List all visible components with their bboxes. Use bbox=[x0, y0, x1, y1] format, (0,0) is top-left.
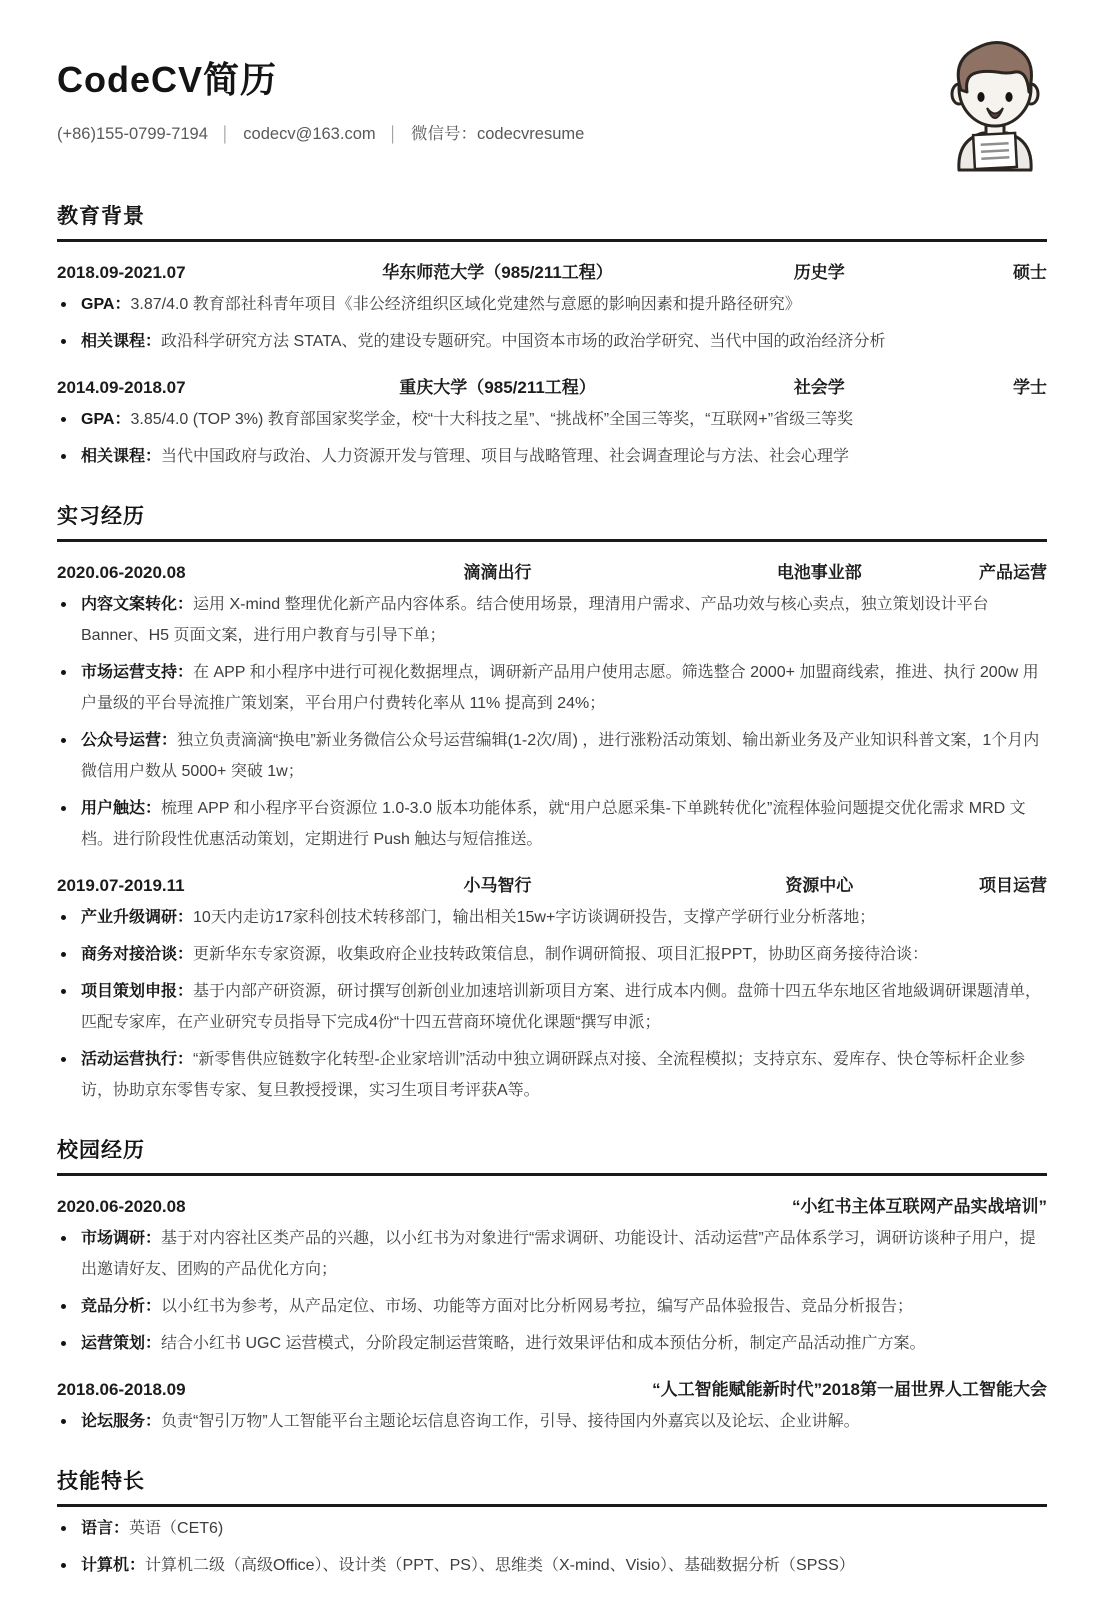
bullet-text: 3.85/4.0 (TOP 3%) 教育部国家奖学金，校“十大科技之星”、“挑战杯”全国三等奖，“互联网+”省级三等奖 bbox=[130, 411, 854, 428]
entry-company: 小马智行 bbox=[463, 876, 532, 895]
bullet-icon bbox=[61, 806, 66, 811]
bullet-item bbox=[57, 1328, 1047, 1359]
entry-role: 产品运营 bbox=[979, 563, 1047, 582]
bullet-item bbox=[57, 1044, 1047, 1106]
bullet-item bbox=[57, 441, 1047, 472]
bullet-label: 运营策划： bbox=[81, 1335, 162, 1352]
page-title: CodeCV简历 bbox=[57, 59, 278, 100]
bullet-text: 英语（CET6) bbox=[129, 1520, 224, 1537]
email-address: codecv@163.com bbox=[243, 125, 376, 143]
bullet-label: 相关课程： bbox=[81, 448, 162, 465]
bullet-text: 独立负责滴滴“换电”新业务微信公众号运营编辑(1-2次/周) ，进行涨粉活动策划、输出新业务及产业知识科普文案，1个月内微信用户数从 5000+ 突破 1w； bbox=[81, 732, 1040, 780]
bullet-label: 竞品分析： bbox=[81, 1298, 162, 1315]
bullet-item bbox=[57, 1513, 1047, 1544]
bullet-item bbox=[57, 793, 1047, 855]
entry-degree: 学士 bbox=[1013, 378, 1047, 397]
entry-company: 滴滴出行 bbox=[463, 563, 532, 582]
bullet-label: GPA： bbox=[81, 411, 131, 428]
education-entry-row bbox=[57, 373, 1047, 398]
bullet-item bbox=[57, 939, 1047, 970]
bullet-label: 公众号运营： bbox=[81, 732, 178, 749]
bullet-text: 运用 X-mind 整理优化新产品内容体系。结合使用场景，理清用户需求、产品功效与核心卖点，独立策划设计平台 Banner、H5 页面文案，进行用户教育与引导下单； bbox=[81, 596, 989, 644]
bullet-label: 语言： bbox=[81, 1520, 130, 1537]
entry-date: 2019.07-2019.11 bbox=[57, 876, 185, 895]
section-internship bbox=[57, 500, 1047, 1106]
contact-separator: │ bbox=[220, 126, 231, 143]
bullet-text: 当代中国政府与政治、人力资源开发与管理、项目与战略管理、社会调查理论与方法、社会心理学 bbox=[161, 448, 850, 465]
contact-separator: │ bbox=[388, 126, 398, 143]
entry-title: “人工智能赋能新时代”2018第一届世界人工智能大会 bbox=[652, 1380, 1047, 1399]
bullet-icon bbox=[61, 989, 66, 994]
section-heading: 实习经历 bbox=[57, 500, 1047, 542]
bullet-item bbox=[57, 902, 1047, 933]
bullet-text: 计算机二级（高级Office）、设计类（PPT、PS）、思维类（X-mind、Visio）、基础数据分析（SPSS） bbox=[145, 1557, 855, 1574]
bullet-text: 结合小红书 UGC 运营模式，分阶段定制运营策略，进行效果评估和成本预估分析，制定产品活动推广方案。 bbox=[161, 1335, 926, 1352]
wechat-id: 微信号：codecvresume bbox=[411, 125, 585, 143]
bullet-item bbox=[57, 1406, 1047, 1437]
entry-date: 2014.09-2018.07 bbox=[57, 378, 186, 397]
entry-date: 2020.06-2020.08 bbox=[57, 563, 186, 582]
entry-degree: 硕士 bbox=[1013, 263, 1047, 282]
bullet-label: 市场调研： bbox=[81, 1230, 162, 1247]
section-education bbox=[57, 200, 1047, 472]
internship-entry-row bbox=[57, 558, 1047, 583]
bullet-label: 用户触达： bbox=[81, 800, 162, 817]
bullet-label: 内容文案转化： bbox=[81, 596, 194, 613]
bullet-label: 活动运营执行： bbox=[81, 1051, 194, 1068]
bullet-label: 市场运营支持： bbox=[81, 664, 194, 681]
bullet-icon bbox=[61, 738, 66, 743]
entry-date: 2018.09-2021.07 bbox=[57, 263, 186, 282]
bullet-text: 梳理 APP 和小程序平台资源位 1.0-3.0 版本功能体系，就“用户总愿采集-下单跳转优化”流程体验问题提交优化需求 MRD 文档。进行阶段性优惠活动策划，定期进行 Push 触达与短信推送。 bbox=[81, 800, 1026, 848]
bullet-label: 商务对接洽谈： bbox=[81, 946, 194, 963]
bullet-icon bbox=[61, 670, 66, 675]
entry-major: 历史学 bbox=[793, 263, 845, 282]
entry-school: 重庆大学（985/211工程） bbox=[399, 378, 596, 397]
bullet-item bbox=[57, 289, 1047, 320]
bullet-label: 相关课程： bbox=[81, 333, 162, 350]
entry-department: 资源中心 bbox=[785, 876, 854, 895]
bullet-text: 以小红书为参考，从产品定位、市场、功能等方面对比分析网易考拉，编写产品体验报告、竞品分析报告； bbox=[161, 1298, 914, 1315]
bullet-item bbox=[57, 404, 1047, 435]
section-heading: 教育背景 bbox=[57, 200, 1047, 242]
bullet-text: 更新华东专家资源，收集政府企业技转政策信息，制作调研简报、项目汇报PPT，协助区商务接待洽谈： bbox=[193, 946, 929, 963]
bullet-icon bbox=[61, 952, 66, 957]
bullet-label: 论坛服务： bbox=[81, 1413, 162, 1430]
section-skills bbox=[57, 1465, 1047, 1581]
bullet-text: 10天内走访17家科创技术转移部门，输出相关15w+字访谈调研投告，支撑产学研行业分析落地； bbox=[193, 909, 876, 926]
entry-role: 项目运营 bbox=[979, 876, 1047, 895]
bullet-label: GPA： bbox=[81, 296, 131, 313]
resume-header bbox=[57, 30, 1047, 172]
entry-title: “小红书主体互联网产品实战培训” bbox=[792, 1197, 1047, 1216]
avatar bbox=[943, 36, 1047, 172]
internship-entry-row bbox=[57, 871, 1047, 896]
bullet-item bbox=[57, 976, 1047, 1038]
section-heading: 技能特长 bbox=[57, 1465, 1047, 1507]
bullet-icon bbox=[61, 339, 66, 344]
entry-major: 社会学 bbox=[793, 378, 845, 397]
bullet-text: 政沿科学研究方法 STATA、党的建设专题研究。中国资本市场的政治学研究、当代中国的政治经济分析 bbox=[161, 333, 886, 350]
entry-date: 2020.06-2020.08 bbox=[57, 1197, 186, 1216]
bullet-item bbox=[57, 1291, 1047, 1322]
bullet-text: 在 APP 和小程序中进行可视化数据埋点，调研新产品用户使用志愿。筛选整合 2000+ 加盟商线索，推进、执行 200w 用户量级的平台导流推广策划案，平台用户付费转化率从 11% 提高到 24%； bbox=[81, 664, 1039, 712]
bullet-text: 负责“智引万物”人工智能平台主题论坛信息咨询工作，引导、接待国内外嘉宾以及论坛、企业讲解。 bbox=[161, 1413, 860, 1430]
bullet-item bbox=[57, 1223, 1047, 1285]
bullet-icon bbox=[61, 1236, 66, 1241]
bullet-icon bbox=[61, 1341, 66, 1346]
bullet-icon bbox=[61, 454, 66, 459]
bullet-item bbox=[57, 725, 1047, 787]
bullet-icon bbox=[61, 302, 66, 307]
bullet-text: “新零售供应链数字化转型-企业家培训”活动中独立调研踩点对接、全流程模拟；支持京东、爱库存、快仓等标杆企业参访，协助京东零售专家、复旦教授授课，实习生项目考评获A等。 bbox=[81, 1051, 1026, 1099]
phone-number: (+86)155-0799-7194 bbox=[57, 125, 208, 143]
bullet-text: 3.87/4.0 教育部社科青年项目《非公经济组织区域化党建然与意愿的影响因素和提升路径研究》 bbox=[130, 296, 801, 313]
section-heading: 校园经历 bbox=[57, 1134, 1047, 1176]
bullet-label: 项目策划申报： bbox=[81, 983, 194, 1000]
bullet-icon bbox=[61, 602, 66, 607]
bullet-icon bbox=[61, 1057, 66, 1062]
entry-department: 电池事业部 bbox=[776, 563, 862, 582]
bullet-label: 产业升级调研： bbox=[81, 909, 194, 926]
bullet-item bbox=[57, 589, 1047, 651]
bullet-icon bbox=[61, 417, 66, 422]
bullet-item bbox=[57, 657, 1047, 719]
education-entry-row bbox=[57, 258, 1047, 283]
contact-line bbox=[57, 120, 584, 144]
bullet-item bbox=[57, 326, 1047, 357]
campus-entry-row bbox=[57, 1192, 1047, 1217]
bullet-text: 基于内部产研资源，研讨撰写创新创业加速培训新项目方案、进行成本内侧。盘筛十四五华东地区省地級调研课题清单，匹配专家库，在产业研究专员指导下完成4份“十四五营商环境优化课题“撰写申派； bbox=[81, 983, 1042, 1031]
entry-school: 华东师范大学（985/211工程） bbox=[382, 263, 613, 282]
bullet-icon bbox=[61, 1419, 66, 1424]
bullet-icon bbox=[61, 1304, 66, 1309]
bullet-icon bbox=[61, 915, 66, 920]
entry-date: 2018.06-2018.09 bbox=[57, 1380, 186, 1399]
bullet-label: 计算机： bbox=[81, 1557, 146, 1574]
bullet-icon bbox=[61, 1526, 66, 1531]
boy-avatar-illustration bbox=[943, 36, 1047, 172]
section-campus bbox=[57, 1134, 1047, 1437]
bullet-text: 基于对内容社区类产品的兴趣，以小红书为对象进行“需求调研、功能设计、活动运营”产品体系学习，调研访谈种子用户，提出邀请好友、团购的产品优化方向； bbox=[81, 1230, 1036, 1278]
campus-entry-row bbox=[57, 1375, 1047, 1400]
header-text-block bbox=[57, 30, 584, 144]
